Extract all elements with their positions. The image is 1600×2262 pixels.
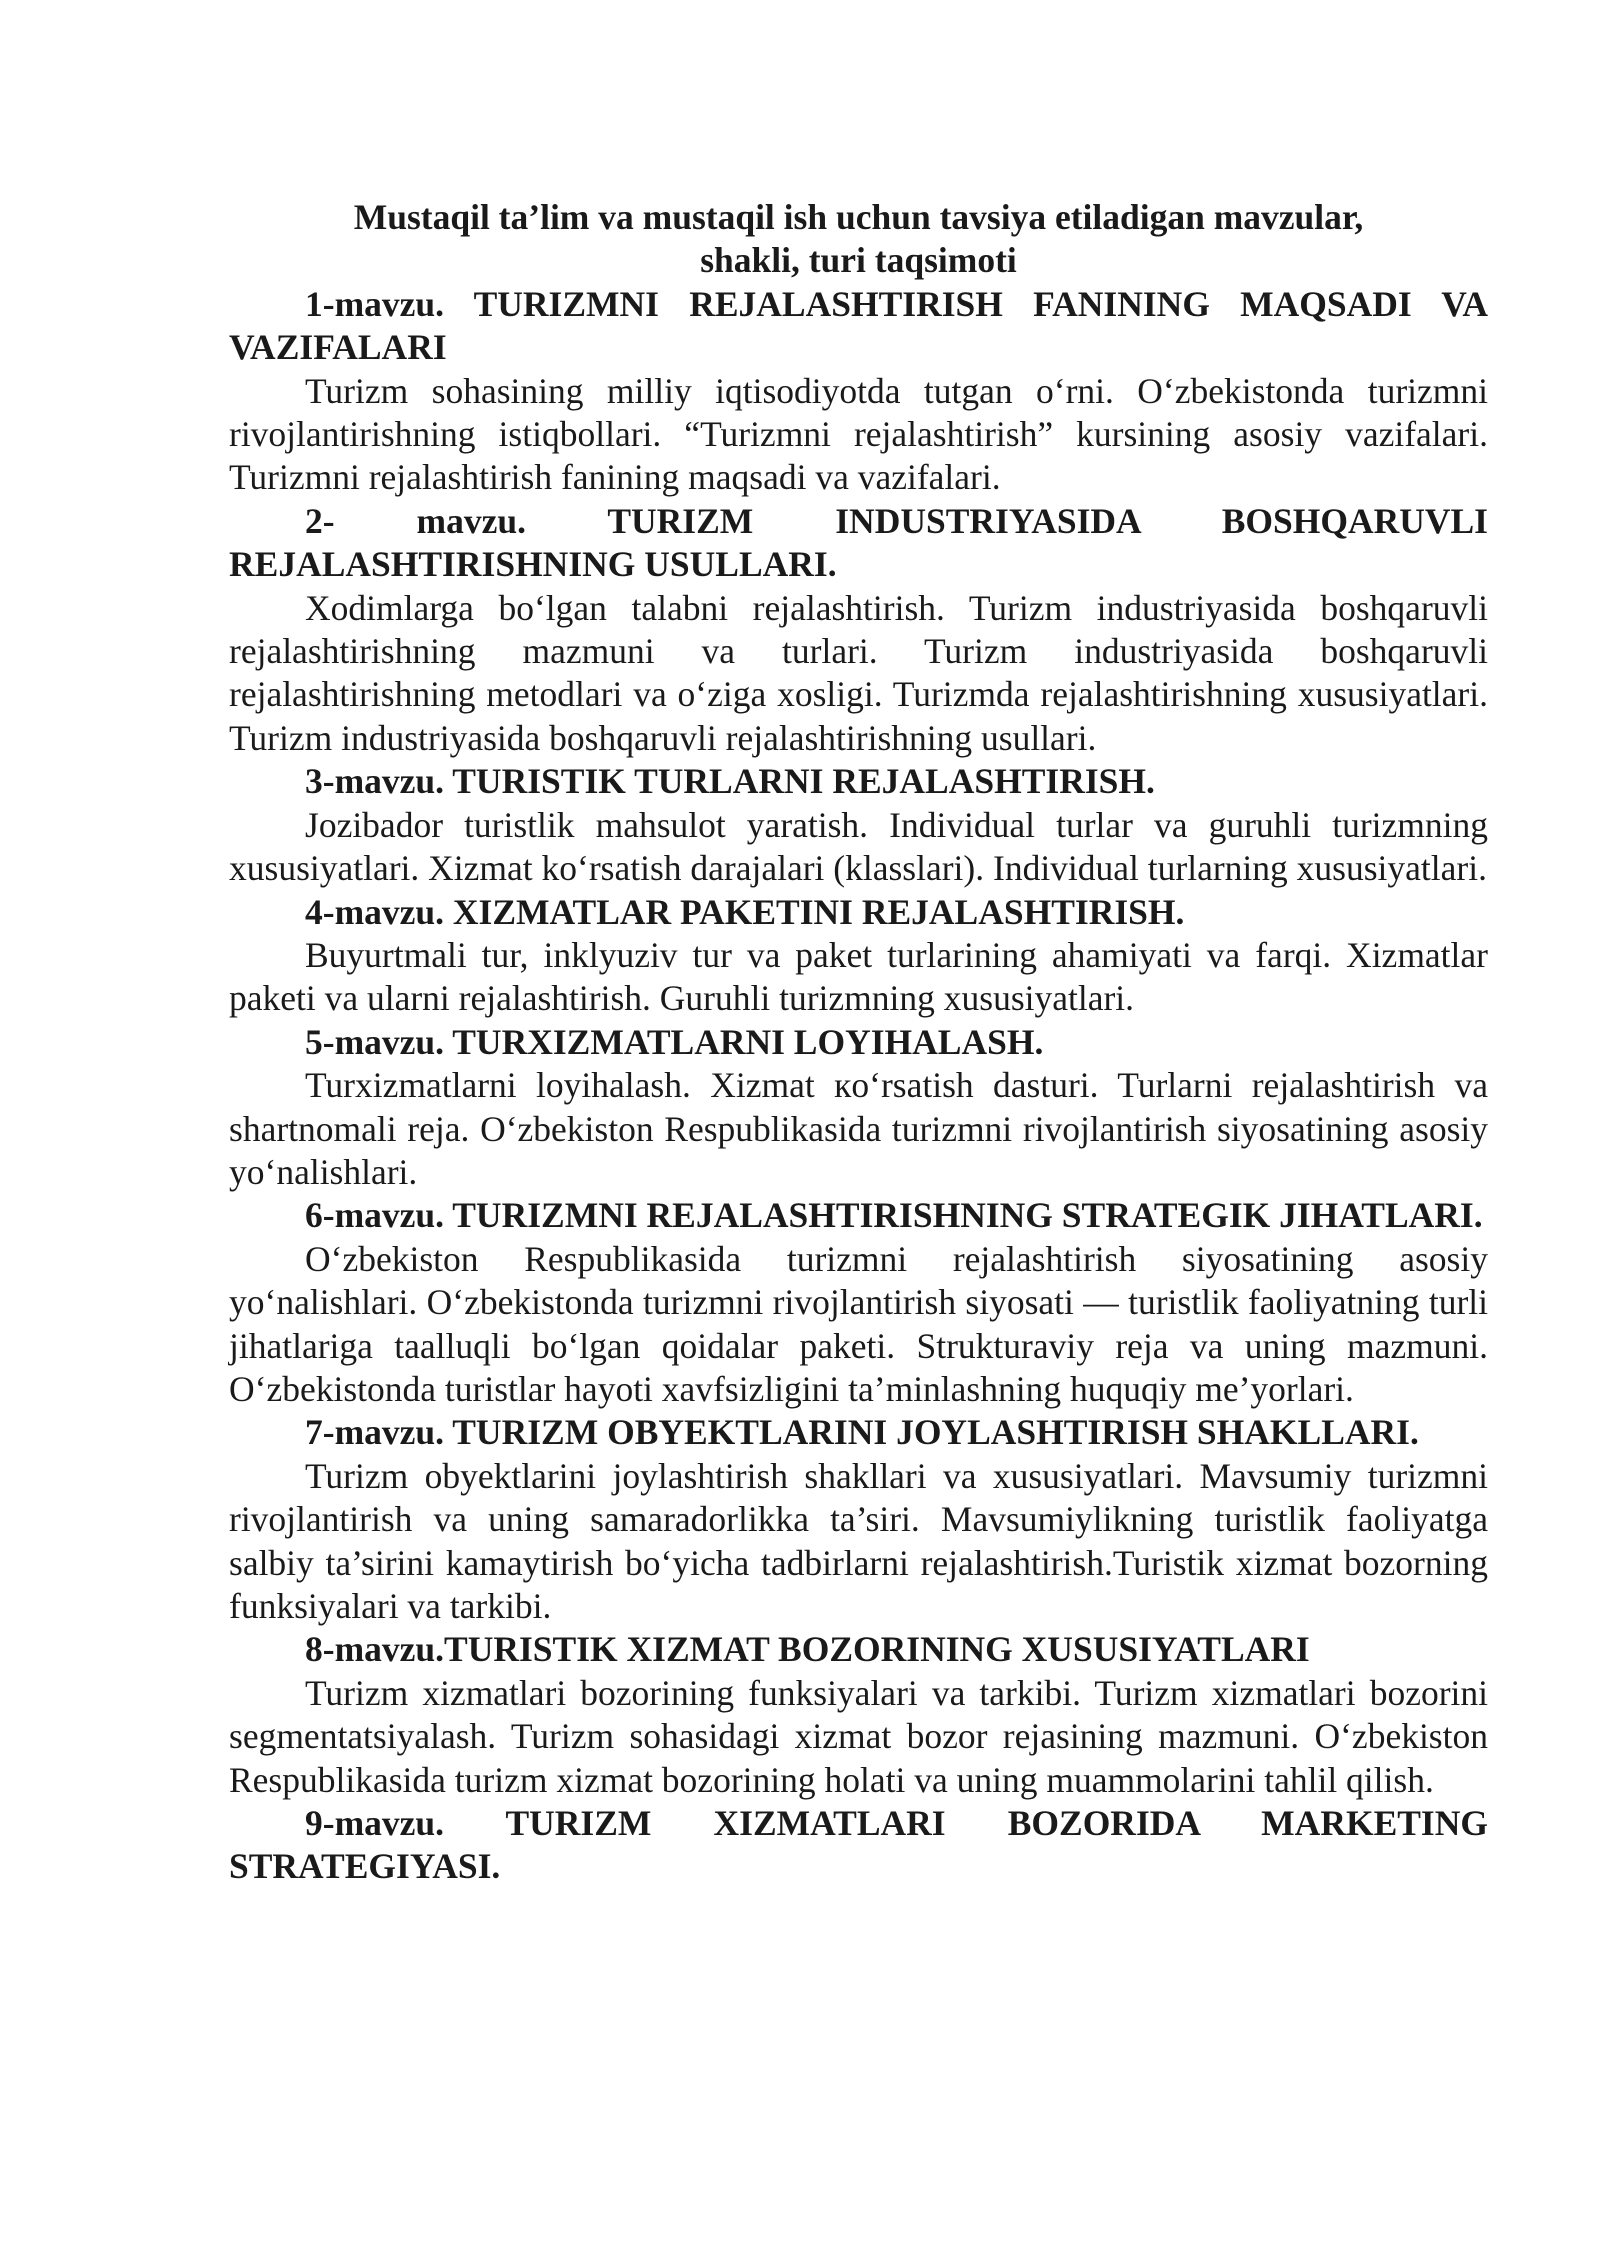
topic-heading: 8-mavzu.TURISTIK XIZMAT BOZORINING XUSUSIYATLARI	[305, 1629, 1310, 1670]
topic-body: Jozibador turistlik mahsulot yaratish. Individual turlar va guruhli turizmning xususiyatlari. Xizmat ko‘rsatish darajalari (klasslari). Individual turlarning xususiyatlari.	[229, 804, 1488, 889]
topic-body: O‘zbekiston Respublikasida turizmni rejalashtirish siyosatining asosiy yo‘nalishlari. O‘zbekistonda turizmni rivojlantirish siyosati — turistlik faoliyatning turli jihatlariga taalluqli bo‘lgan qoidalar paketi. Strukturaviy reja va uning mazmuni. O‘zbekistonda turistlar hayoti xavfsizligini ta’minlashning huquqiy me’yorlari.	[229, 1238, 1488, 1409]
topic-2	[229, 500, 1488, 760]
title-line-2: shakli, turi taqsimoti	[700, 240, 1017, 281]
topic-body: Buyurtmali tur, inklyuziv tur va paket turlarining ahamiyati va farqi. Xizmatlar paketi va ularni rejalashtirish. Guruhli turizmning xususiyatlari.	[229, 934, 1488, 1019]
topic-5	[229, 1021, 1488, 1195]
topic-heading: 5-mavzu. TURXIZMATLARNI LOYIHALASH.	[305, 1021, 1044, 1062]
topic-body: Turizm obyektlarini joylashtirish shakllari va xususiyatlari. Mavsumiy turizmni rivojlantirish va uning samaradorlikka ta’siri. Mavsumiylikning turistlik faoliyatga salbiy ta’sirini kamaytirish bo‘yicha tadbirlarni rejalashtirish.Turistik xizmat bozorning funksiyalari va tarkibi.	[229, 1455, 1488, 1626]
topic-1	[229, 283, 1488, 500]
topic-7	[229, 1411, 1488, 1628]
topic-body: Turxizmatlarni loyihalash. Xizmat кo‘rsatish dasturi. Turlarni rejalashtirish va shartnomali reja. O‘zbekiston Respublikasida turizmni rivojlantirish siyosatining asosiy yo‘nalishlari.	[229, 1065, 1488, 1192]
topic-9	[229, 1802, 1488, 1889]
document-page	[229, 196, 1488, 1889]
topic-heading: 1-mavzu. TURIZMNI REJALASHTIRISH FANINING MAQSADI VA VAZIFALARI	[229, 283, 1488, 368]
document-title	[229, 196, 1488, 283]
title-line-1: Mustaqil ta’lim va mustaqil ish uchun tavsiya etiladigan mavzular,	[353, 197, 1364, 237]
topic-heading: 7-mavzu. TURIZM OBYEKTLARINI JOYLASHTIRISH SHAKLLARI.	[305, 1412, 1419, 1453]
topic-4	[229, 891, 1488, 1021]
topic-heading: 9-mavzu. TURIZM XIZMATLARI BOZORIDA MARKETING STRATEGIYASI.	[229, 1803, 1488, 1887]
topic-heading: 6-mavzu. TURIZMNI REJALASHTIRISHNING STRATEGIK JIHATLARI.	[305, 1195, 1483, 1236]
topic-body: Turizm sohasining milliy iqtisodiyotda tutgan o‘rni. O‘zbekistonda turizmni rivojlantirishning istiqbollari. “Turizmni rejalashtirish” kursining asosiy vazifalari. Turizmni rejalashtirish fanining maqsadi va vazifalari.	[229, 370, 1488, 498]
topic-heading: 4-mavzu. XIZMATLAR PAKETINI REJALASHTIRISH.	[305, 891, 1185, 932]
topic-heading: 2- mavzu. TURIZM INDUSTRIYASIDA BOSHQARUVLI REJALASHTIRISHNING USULLARI.	[229, 500, 1488, 585]
topic-heading: 3-mavzu. TURISTIK TURLARNI REJALASHTIRISH.	[305, 761, 1155, 802]
topic-body: Turizm xizmatlari bozorining funksiyalari va tarkibi. Turizm xizmatlari bozorini segmentatsiyalash. Turizm sohasidagi xizmat bozor rejasining mazmuni. O‘zbekiston Respublikasida turizm xizmat bozorining holati va uning muammolarini tahlil qilish.	[229, 1672, 1488, 1800]
topic-8	[229, 1628, 1488, 1802]
topic-6	[229, 1194, 1488, 1411]
topic-3	[229, 760, 1488, 890]
topic-body: Xodimlarga bo‘lgan talabni rejalashtirish. Turizm industriyasida boshqaruvli rejalashtirishning mazmuni va turlari. Turizm industriyasida boshqaruvli rejalashtirishning metodlari va o‘ziga xosligi. Turizmda rejalashtirishning xususiyatlari. Turizm industriyasida boshqaruvli rejalashtirishning usullari.	[229, 587, 1488, 758]
